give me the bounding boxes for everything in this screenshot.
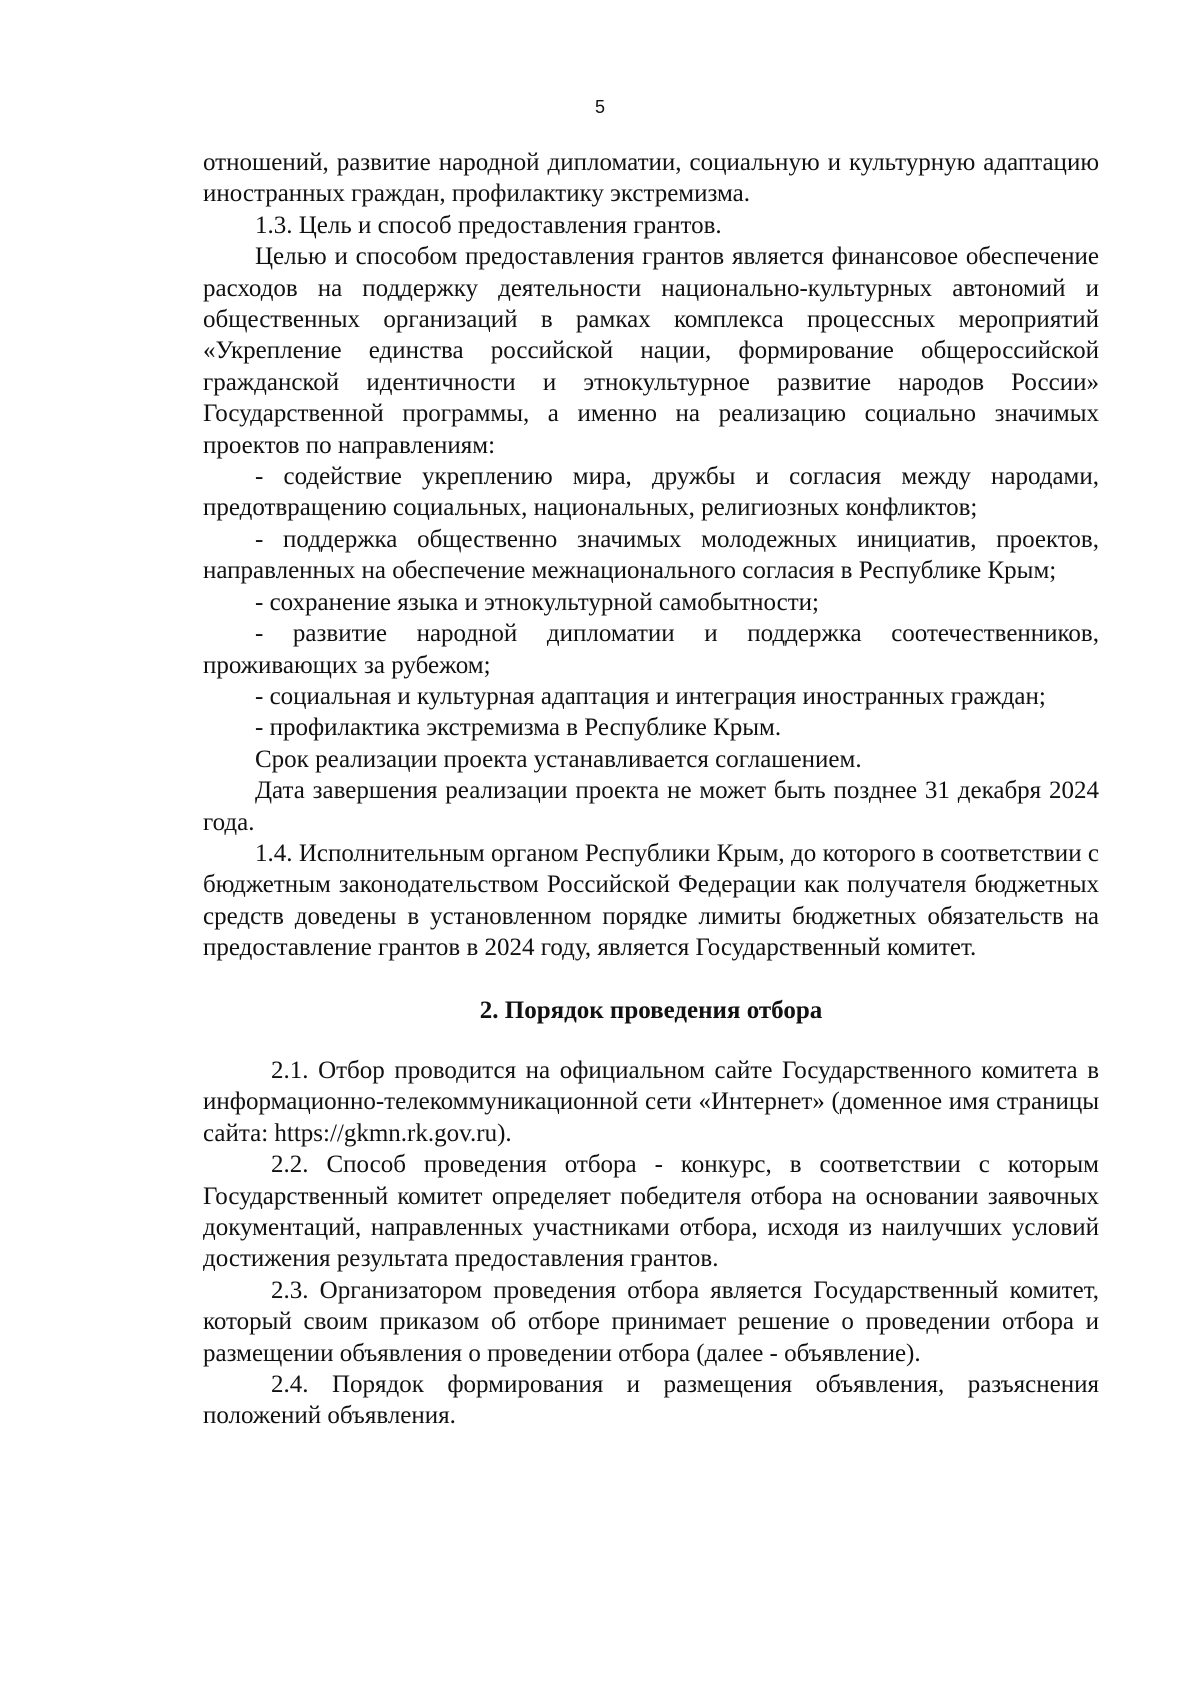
- paragraph-1-4: 1.4. Исполнительным органом Республики Крым, до которого в соответствии с бюджетным законодательством Российской Федерации как получателя бюджетных средств доведены в установленном порядке лимиты бюджетных обязательств на предоставление грантов в 2024 году, является Государственный комитет.: [203, 839, 1099, 962]
- section-heading: 2. Порядок проведения отбора: [479, 996, 823, 1024]
- list-item-diplomacy: - развитие народной дипломатии и поддержка соотечественников, проживающих за рубежом;: [203, 620, 1099, 679]
- list-item-extremism: - профилактика экстремизма в Республике Крым.: [255, 714, 782, 742]
- paragraph-end-date: Дата завершения реализации проекта не может быть позднее 31 декабря 2024 года.: [203, 777, 1099, 836]
- paragraph-goal: Целью и способом предоставления грантов является финансовое обеспечение расходов на поддержку деятельности национально-культурных автономий и общественных организаций в рамках комплекса процессных мероприятий «Укрепление единства российской нации, формирование общероссийской гражданской идентичности и этнокультурное развитие народов России» Государственной программы, а именно на реализацию социально значимых проектов по направлениям:: [203, 243, 1099, 459]
- page-number: 5: [594, 97, 605, 117]
- paragraph-2-2: 2.2. Способ проведения отбора - конкурс, в соответствии с которым Государственный комитет определяет победителя отбора на основании заявочных документаций, направленных участниками отбора, исходя из наилучших условий достижения результата предоставления грантов.: [203, 1151, 1099, 1273]
- paragraph-term: Срок реализации проекта устанавливается соглашением.: [255, 745, 862, 773]
- document-body: [203, 147, 1099, 1432]
- list-item-peace: - содействие укреплению мира, дружбы и согласия между народами, предотвращению социальных, национальных, религиозных конфликтов;: [203, 463, 1099, 522]
- list-item-adaptation: - социальная и культурная адаптация и интеграция иностранных граждан;: [255, 682, 1046, 710]
- list-item-language: - сохранение языка и этнокультурной самобытности;: [255, 588, 820, 616]
- paragraph-continuation: отношений, развитие народной дипломатии, социальную и культурную адаптацию иностранных граждан, профилактику экстремизма.: [203, 149, 1099, 208]
- paragraph-2-4: 2.4. Порядок формирования и размещения объявления, разъяснения положений объявления.: [203, 1371, 1099, 1430]
- paragraph-1-3-title: 1.3. Цель и способ предоставления грантов.: [255, 211, 722, 239]
- paragraph-2-1: 2.1. Отбор проводится на официальном сайте Государственного комитета в информационно-телекоммуникационной сети «Интернет» (доменное имя страницы сайта: https://gkmn.rk.gov.ru).: [203, 1056, 1099, 1147]
- paragraph-2-3: 2.3. Организатором проведения отбора является Государственный комитет, который своим приказом об отборе принимает решение о проведении отбора и размещении объявления о проведении отбора (далее - объявление).: [203, 1276, 1099, 1367]
- list-item-youth: - поддержка общественно значимых молодежных инициатив, проектов, направленных на обеспечение межнационального согласия в Республике Крым;: [203, 525, 1099, 585]
